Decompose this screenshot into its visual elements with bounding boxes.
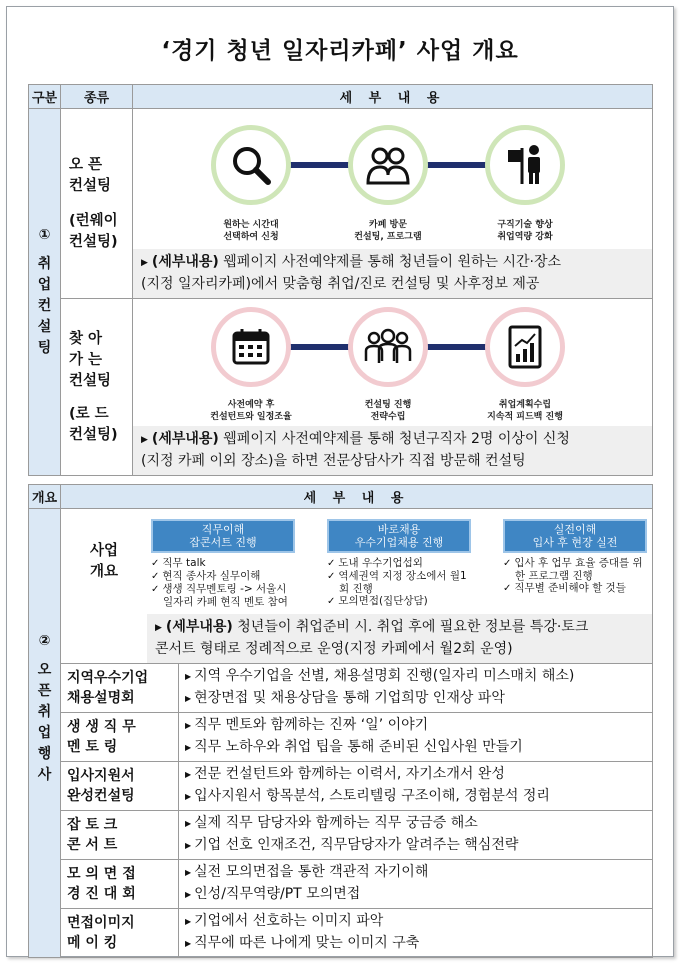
detail-open-consulting — [133, 109, 653, 299]
program-items: ▶ 직무 멘토와 함께하는 진짜 ‘일’ 이야기 ▶ 직무 노하우와 취업 팁을 통해 준비된 신입사원 만들기 — [179, 713, 653, 762]
triangle-bullet-icon: ▶ — [185, 721, 192, 730]
program-label: 입사지원서 완성컨설팅 — [61, 762, 179, 811]
process-icons — [133, 299, 652, 426]
program-label: 모 의 면 접 경 진 대 회 — [61, 860, 179, 909]
triangle-bullet-icon: ▶ — [141, 435, 148, 445]
consulting-table — [28, 84, 653, 476]
description-box: ▶ (세부내용) 청년들이 취업준비 시. 취업 후에 필요한 정보를 특강·토크 콘서트 형태로 정례적으로 운영(지정 카페에서 월2회 운영) — [147, 614, 652, 663]
calendar-icon — [211, 307, 291, 387]
triangle-bullet-icon: ▶ — [185, 939, 192, 948]
page-title: ‘경기 청년 일자리카페’ 사업 개요 — [161, 38, 519, 64]
triangle-bullet-icon: ▶ — [185, 841, 192, 850]
group-icon — [348, 307, 428, 387]
check-icon: ✓ — [503, 583, 512, 594]
search-icon — [211, 125, 291, 205]
report-icon — [485, 307, 565, 387]
job-event-table — [28, 484, 653, 958]
section-label-job-consulting: ① 취 업 컨 설 팅 — [29, 109, 61, 476]
triangle-bullet-icon: ▶ — [185, 890, 192, 899]
header-category: 구분 — [29, 85, 61, 109]
triangle-bullet-icon: ▶ — [155, 623, 162, 633]
program-items: ▶ 실제 직무 담당자와 함께하는 직무 궁금증 해소 ▶ 기업 선호 인재조건, 직무담당자가 알려주는 핵심전략 — [179, 811, 653, 860]
triangle-bullet-icon: ▶ — [141, 258, 148, 268]
program-items: ▶ 실전 모의면접을 통한 객관적 자기이해 ▶ 인성/직무역량/PT 모의면접 — [179, 860, 653, 909]
check-icon: ✓ — [327, 571, 336, 582]
step-caption: 원하는 시간대 선택하여 신청 — [223, 220, 279, 242]
process-icons — [133, 109, 652, 249]
detail-roadshow-consulting — [133, 299, 653, 476]
section-label-open-job-event: ② 오 픈 취 업 행 사 — [29, 509, 61, 958]
header-detail: 세 부 내 용 — [133, 85, 653, 109]
check-icon: ✓ — [327, 558, 336, 569]
program-box-job-concert: 직무이해 잡콘서트 진행 ✓ 직무 talk ✓ 현직 종사자 실무이해 ✓ 생생 직무멘토링 -> 서울시 일자리 카페 현직 멘토 참여 — [151, 519, 295, 608]
program-label: 지역우수기업 채용설명회 — [61, 664, 179, 713]
program-boxes — [147, 509, 652, 614]
step-caption: 구직기술 향상 취업역량 강화 — [497, 220, 553, 242]
check-icon: ✓ — [151, 584, 160, 595]
triangle-bullet-icon: ▶ — [185, 672, 192, 681]
overview-cell — [61, 509, 653, 664]
program-items: ▶ 지역 우수기업을 선별, 채용설명회 진행(일자리 미스매치 해소) ▶ 현장면접 및 채용상담을 통해 기업희망 인재상 파악 — [179, 664, 653, 713]
step-caption: 카페 방문 컨설팅, 프로그램 — [354, 220, 422, 242]
check-icon: ✓ — [151, 571, 160, 582]
triangle-bullet-icon: ▶ — [185, 819, 192, 828]
triangle-bullet-icon: ▶ — [185, 743, 192, 752]
program-label: 생 생 직 무 멘 토 링 — [61, 713, 179, 762]
header-overview: 개요 — [29, 485, 61, 509]
people-icon — [348, 125, 428, 205]
program-label: 면접이미지 메 이 킹 — [61, 909, 179, 958]
section-number: ② — [38, 632, 51, 649]
type-open-consulting: 오 픈 컨설팅 (런웨이 컨설팅) — [61, 109, 133, 299]
program-box-recruitment: 바로채용 우수기업채용 진행 ✓ 도내 우수기업섭외 ✓ 역세권역 지정 장소에서 월1회 진행 ✓ 모의면접(집단상담) — [327, 519, 471, 608]
step-caption: 컨설팅 진행 전략수립 — [364, 400, 412, 422]
triangle-bullet-icon: ▶ — [185, 694, 192, 703]
type-roadshow-consulting: 찾 아 가 는 컨설팅 (로 드 컨설팅) — [61, 299, 133, 476]
description-box: ▶ (세부내용) 웹페이지 사전예약제를 통해 청년들이 원하는 시간·장소 (지정 일자리카페)에서 맞춤형 취업/진로 컨설팅 및 사후정보 제공 — [133, 249, 652, 298]
triangle-bullet-icon: ▶ — [185, 868, 192, 877]
step-caption: 사전예약 후 컨설턴트와 일정조율 — [210, 400, 292, 422]
triangle-bullet-icon: ▶ — [185, 917, 192, 926]
program-box-practice: 실전이해 입사 후 현장 실전 ✓ 입사 후 업무 효율 증대를 위한 프로그램 진행 ✓ 직무별 준비해야 할 것들 — [503, 519, 647, 595]
overview-label: 사업 개요 — [89, 542, 118, 580]
signpost-icon — [485, 125, 565, 205]
check-icon: ✓ — [327, 596, 336, 607]
program-items: ▶ 전문 컨설턴트와 함께하는 이력서, 자기소개서 완성 ▶ 입사지원서 항목분석, 스토리텔링 구조이해, 경험분석 정리 — [179, 762, 653, 811]
check-icon: ✓ — [503, 558, 512, 569]
triangle-bullet-icon: ▶ — [185, 770, 192, 779]
header-type: 종류 — [61, 85, 133, 109]
description-box: ▶ (세부내용) 웹페이지 사전예약제를 통해 청년구직자 2명 이상이 신청 (지정 카페 이외 장소)을 하면 전문상담사가 직접 방문해 컨설팅 — [133, 426, 652, 475]
program-items: ▶ 기업에서 선호하는 이미지 파악 ▶ 직무에 따른 나에게 맞는 이미지 구축 — [179, 909, 653, 958]
section-number: ① — [38, 227, 51, 243]
step-caption: 취업계획수립 지속적 피드백 진행 — [487, 400, 563, 422]
check-icon: ✓ — [151, 558, 160, 569]
triangle-bullet-icon: ▶ — [185, 792, 192, 801]
header-detail: 세 부 내 용 — [61, 485, 653, 509]
program-label: 잡 토 크 콘 서 트 — [61, 811, 179, 860]
